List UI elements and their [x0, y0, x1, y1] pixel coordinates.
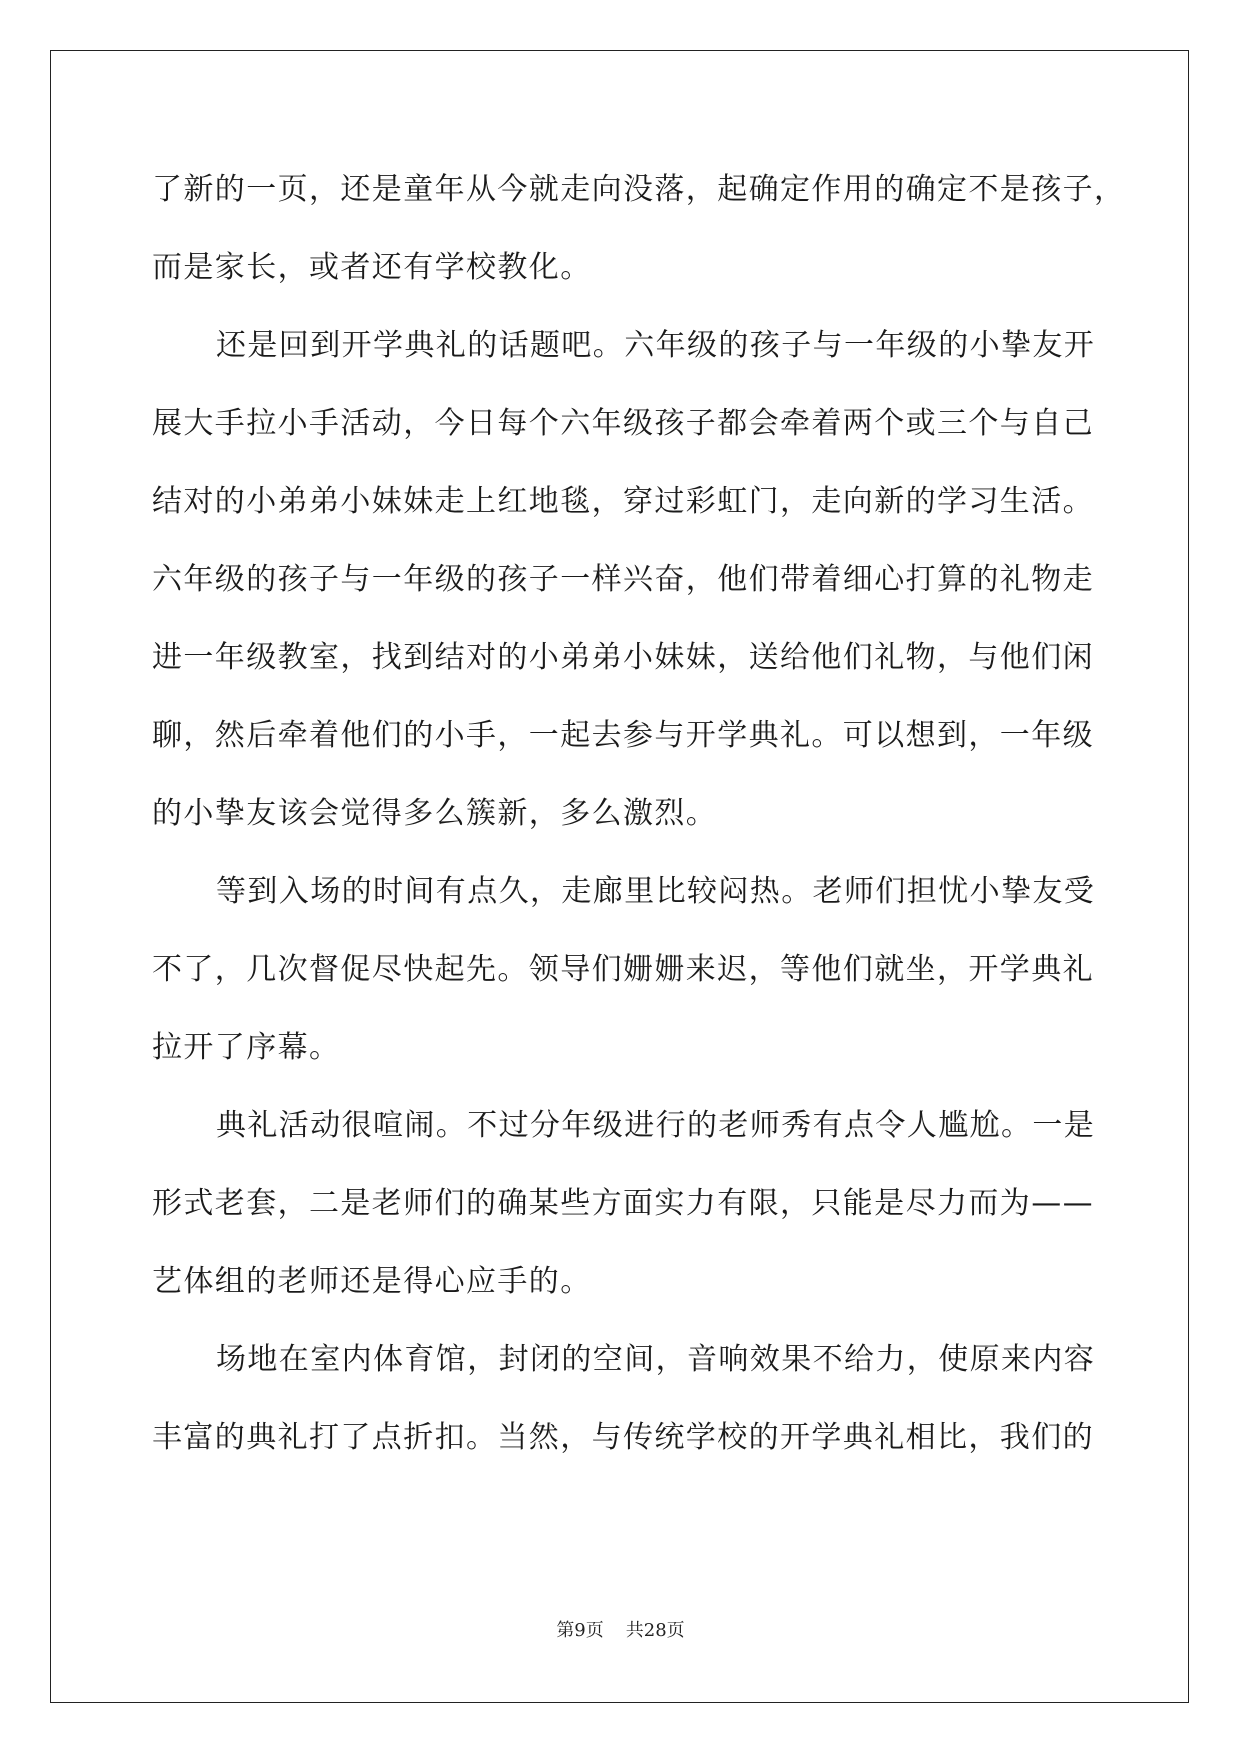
text-line: 还是回到开学典礼的话题吧。六年级的孩子与一年级的小挚友开 — [216, 328, 1096, 363]
text-line: 典礼活动很喧闹。不过分年级进行的老师秀有点令人尴尬。一是 — [216, 1108, 1096, 1143]
text-line: 聊，然后牵着他们的小手，一起去参与开学典礼。可以想到，一年级 — [152, 718, 1094, 753]
text-line: 形式老套，二是老师们的确某些方面实力有限，只能是尽力而为—— — [152, 1186, 1094, 1221]
text-line: 六年级的孩子与一年级的孩子一样兴奋，他们带着细心打算的礼物走 — [152, 562, 1094, 597]
total-pages: 共28页 — [625, 1620, 685, 1641]
text-line: 场地在室内体育馆，封闭的空间，音响效果不给力，使原来内容 — [216, 1342, 1096, 1377]
paragraph-1 — [152, 151, 1126, 307]
text-line: 等到入场的时间有点久，走廊里比较闷热。老师们担忧小挚友受 — [216, 874, 1096, 909]
current-page-number: 第9页 — [556, 1620, 604, 1641]
text-line: 而是家长，或者还有学校教化。 — [152, 250, 592, 285]
text-line: 艺体组的老师还是得心应手的。 — [152, 1264, 592, 1299]
text-line: 结对的小弟弟小妹妹走上红地毯，穿过彩虹门，走向新的学习生活。 — [152, 484, 1094, 519]
text-line: 丰富的典礼打了点折扣。当然，与传统学校的开学典礼相比，我们的 — [152, 1420, 1094, 1455]
text-line: 的小挚友该会觉得多么簇新，多么激烈。 — [152, 796, 718, 831]
paragraph-2 — [152, 307, 1098, 853]
paragraph-4 — [152, 1087, 1098, 1321]
text-line: 不了，几次督促尽快起先。领导们姗姗来迟，等他们就坐，开学典礼 — [152, 952, 1094, 987]
text-line: 展大手拉小手活动，今日每个六年级孩子都会牵着两个或三个与自己 — [152, 406, 1094, 441]
page-footer — [0, 1616, 1241, 1642]
paragraph-5 — [152, 1321, 1098, 1477]
paragraph-3 — [152, 853, 1098, 1087]
text-line: 拉开了序幕。 — [152, 1030, 341, 1065]
text-line: 进一年级教室，找到结对的小弟弟小妹妹，送给他们礼物，与他们闲 — [152, 640, 1094, 675]
document-body — [152, 151, 1126, 1477]
text-line: 了新的一页，还是童年从今就走向没落，起确定作用的确定不是孩子， — [152, 172, 1126, 207]
